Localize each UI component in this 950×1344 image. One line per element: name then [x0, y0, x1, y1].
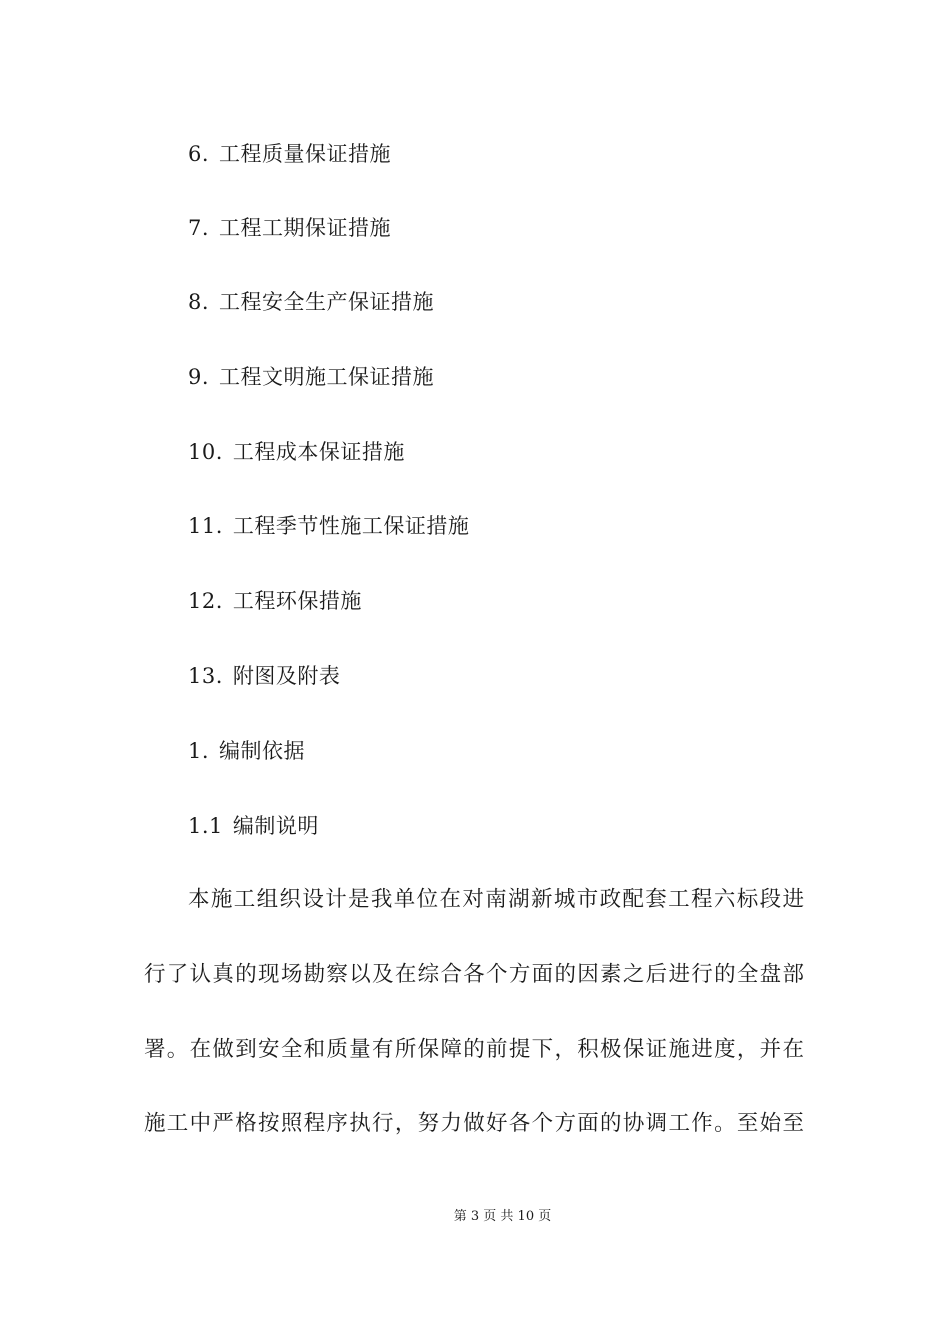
toc-item-number: 10.	[188, 440, 223, 464]
toc-item-title: 工程工期保证措施	[219, 216, 392, 240]
toc-item-number: 7.	[188, 216, 210, 240]
toc-item-title: 附图及附表	[232, 664, 341, 688]
toc-item-number: 13.	[188, 664, 223, 688]
paragraph-line: 署。在做到安全和质量有所保障的前提下，积极保证施进度，并在	[144, 1037, 804, 1062]
toc-item-number: 9.	[188, 365, 210, 389]
subsection-number: 1.1	[188, 814, 223, 838]
toc-item	[188, 140, 391, 168]
toc-item-number: 12.	[188, 589, 223, 613]
toc-item-title: 工程质量保证措施	[219, 142, 392, 166]
toc-item-title: 工程文明施工保证措施	[219, 365, 435, 389]
toc-item-title: 工程环保措施	[232, 589, 362, 613]
toc-item-title: 工程成本保证措施	[232, 440, 405, 464]
section-number: 1.	[188, 739, 210, 763]
toc-item-title: 工程安全生产保证措施	[219, 290, 435, 314]
toc-item	[188, 288, 434, 316]
subsection-heading	[188, 812, 319, 840]
subsection-title: 编制说明	[232, 814, 319, 838]
section-heading	[188, 737, 305, 765]
toc-item	[188, 363, 434, 391]
page-footer: 第 3 页 共 10 页	[453, 1209, 552, 1224]
toc-item-number: 11.	[188, 514, 223, 538]
paragraph-line: 本施工组织设计是我单位在对南湖新城市政配套工程六标段进	[188, 887, 804, 912]
toc-item-number: 6.	[188, 142, 210, 166]
toc-item	[188, 512, 469, 540]
toc-item	[188, 587, 362, 615]
paragraph-line: 施工中严格按照程序执行，努力做好各个方面的协调工作。至始至	[144, 1111, 804, 1136]
toc-item	[188, 214, 391, 242]
toc-item	[188, 662, 340, 690]
section-title: 编制依据	[219, 739, 306, 763]
paragraph-line: 行了认真的现场勘察以及在综合各个方面的因素之后进行的全盘部	[144, 962, 804, 987]
toc-item	[188, 438, 405, 466]
toc-item-number: 8.	[188, 290, 210, 314]
toc-item-title: 工程季节性施工保证措施	[232, 514, 470, 538]
